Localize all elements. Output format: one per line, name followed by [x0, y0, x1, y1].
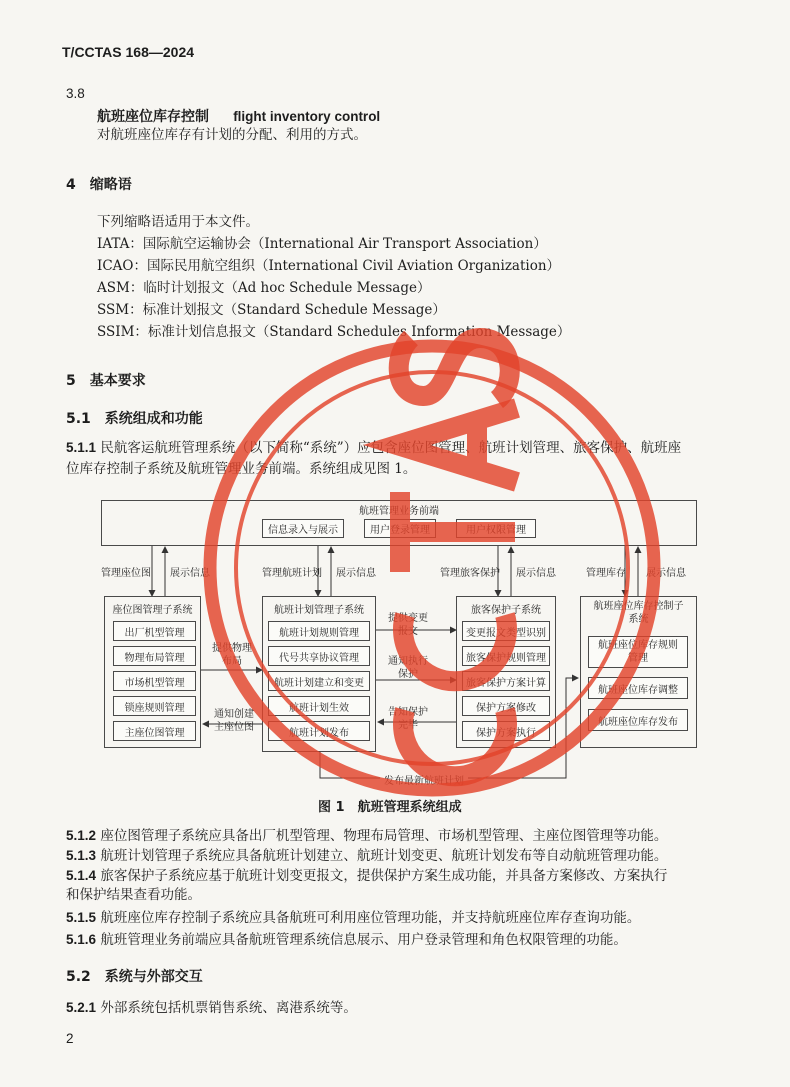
flow-provide-layout: 提供物理布局 [212, 643, 252, 667]
flow-notify-done: 告知保护完毕 [388, 707, 428, 731]
plan-module: 航班计划发布 [268, 721, 370, 741]
clause-text: 航班管理业务前端应具备航班管理系统信息展示、用户登录管理和角色权限管理的功能。 [100, 932, 627, 948]
page-number: 2 [66, 1031, 74, 1046]
plan-module: 代号共享协议管理 [268, 646, 370, 666]
abbrev-item: SSM：标准计划报文（Standard Schedule Message） [97, 302, 446, 318]
module-user-permission: 用户权限管理 [456, 519, 536, 538]
inventory-module: 航班座位库存调整 [588, 677, 688, 699]
protection-subsystem-title: 旅客保护子系统 [471, 605, 541, 616]
inventory-module: 航班座位库存规则管理 [588, 636, 688, 668]
label-show-plan: 展示信息 [336, 568, 376, 579]
figure-caption: 图 1 航班管理系统组成 [318, 800, 462, 815]
clause-text: 座位图管理子系统应具备出厂机型管理、物理布局管理、市场机型管理、主座位图管理等功能。 [100, 828, 668, 844]
clause-number: 5.1.2 [66, 828, 97, 843]
label-manage-plan: 管理航班计划 [262, 568, 322, 579]
protection-module: 旅客保护方案计算 [462, 671, 550, 691]
clause-number: 5.1.3 [66, 848, 97, 863]
clause-text: 外部系统包括机票销售系统、离港系统等。 [100, 1000, 357, 1016]
clause-5-1-4 [66, 866, 667, 886]
inventory-subsystem-title: 航班座位库存控制子系统 [593, 601, 684, 625]
label-manage-seat: 管理座位图 [101, 568, 151, 579]
clause-number: 5.2.1 [66, 1000, 97, 1015]
plan-subsystem-title: 航班计划管理子系统 [274, 605, 364, 616]
section-heading: 5 基本要求 [66, 373, 146, 389]
module-info-entry: 信息录入与展示 [262, 519, 344, 538]
plan-module: 航班计划规则管理 [268, 621, 370, 641]
clause-5-1-6 [66, 930, 627, 950]
clause-text: 航班座位库存控制子系统应具备航班可利用座位管理功能，并支持航班座位库存查询功能。 [100, 910, 641, 926]
label-show-inventory: 展示信息 [646, 568, 686, 579]
plan-module: 航班计划生效 [268, 696, 370, 716]
abbrev-item: ICAO：国际民用航空组织（International Civil Aviation Organization） [97, 258, 561, 274]
clause-text: 旅客保护子系统应基于航班计划变更报文，提供保护方案生成功能，并具备方案修改、方案执行 [100, 868, 668, 884]
seat-module: 主座位图管理 [113, 721, 196, 741]
flow-notify-create: 通知创建主座位图 [214, 709, 254, 733]
seat-subsystem-title: 座位图管理子系统 [112, 605, 193, 616]
abbrev-item: SSIM：标准计划信息报文（Standard Schedules Information Message） [97, 324, 571, 340]
section-heading: 4 缩略语 [66, 177, 132, 193]
clause-text-continued: 和保护结果查看功能。 [66, 887, 201, 903]
protection-module: 变更报文类型识别 [462, 621, 550, 641]
abbrev-item: IATA：国际航空运输协会（International Air Transport Association） [97, 236, 547, 252]
inventory-module: 航班座位库存发布 [588, 709, 688, 731]
plan-module: 航班计划建立和变更 [268, 671, 370, 691]
subsection-heading: 5.1 系统组成和功能 [66, 411, 203, 427]
seat-module: 市场机型管理 [113, 671, 196, 691]
abbrev-item: ASM：临时计划报文（Ad hoc Schedule Message） [97, 280, 431, 296]
frontend-title: 航班管理业务前端 [359, 506, 439, 517]
label-show-protection: 展示信息 [516, 568, 556, 579]
flow-notify-execute: 通知执行保护 [388, 656, 428, 680]
document-id: T/CCTAS 168—2024 [62, 44, 195, 60]
seat-module: 出厂机型管理 [113, 621, 196, 641]
label-manage-protection: 管理旅客保护 [440, 568, 500, 579]
clause-5-1-3 [66, 846, 667, 866]
clause-number: 5.1.5 [66, 910, 97, 925]
clause-number: 5.1.1 [66, 440, 97, 455]
label-show-seat: 展示信息 [170, 568, 210, 579]
term-definition: 对航班座位库存有计划的分配、利用的方式。 [97, 127, 367, 143]
protection-module: 保护方案修改 [462, 696, 550, 716]
flow-provide-change: 提供变更报文 [388, 613, 428, 637]
term-english: flight inventory control [233, 109, 381, 124]
clause-text-continued: 位库存控制子系统及航班管理业务前端。系统组成见图 1。 [66, 461, 417, 477]
seat-module: 物理布局管理 [113, 646, 196, 666]
clause-text: 航班计划管理子系统应具备航班计划建立、航班计划变更、航班计划发布等自动航班管理功能。 [100, 848, 668, 864]
clause-5-1-2 [66, 826, 667, 846]
module-user-login: 用户登录管理 [364, 519, 436, 538]
clause-5-2-1 [66, 998, 357, 1018]
seat-module: 锁座规则管理 [113, 696, 196, 716]
abbrev-intro: 下列缩略语适用于本文件。 [97, 214, 259, 230]
clause-number: 5.1.4 [66, 868, 97, 883]
label-manage-inventory: 管理库存 [586, 568, 626, 579]
clause-text: 民航客运航班管理系统（以下简称“系统”）应包含座位图管理、航班计划管理、旅客保护、航班座 [100, 440, 682, 456]
subsection-heading: 5.2 系统与外部交互 [66, 969, 203, 985]
clause-number: 5.1.6 [66, 932, 97, 947]
term-chinese: 航班座位库存控制 [97, 109, 209, 125]
protection-module: 保护方案执行 [462, 721, 550, 741]
protection-module: 旅客保护规则管理 [462, 646, 550, 666]
flow-publish-plan: 发布最新航班计划 [380, 772, 468, 787]
clause-5-1-5 [66, 908, 640, 928]
section-number: 3.8 [66, 86, 85, 101]
